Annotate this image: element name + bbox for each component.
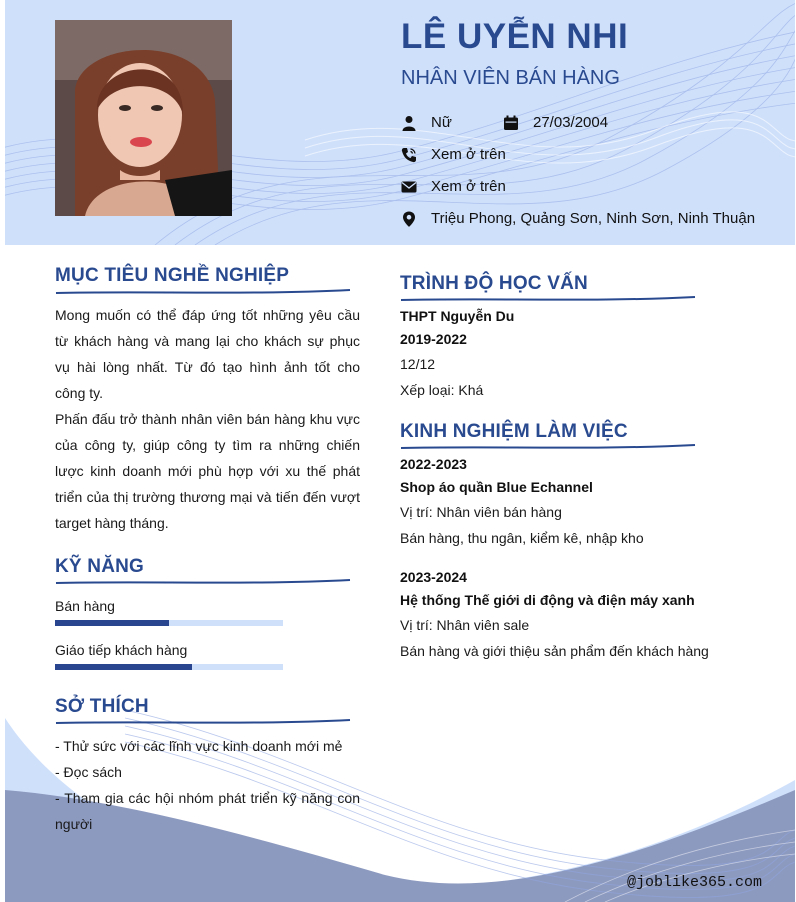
objective-paragraph-2: Phấn đấu trở thành nhân viên bán hàng khu vực của công ty, giúp công ty tìm ra những chiến lược kinh doanh mới phù hợp với xu thế phát triển của thị trường thương mại và tiến đến vượt target hàng tháng. — [55, 411, 360, 531]
hobby-item: - Đọc sách — [55, 764, 122, 780]
hobbies-title: SỞ THÍCH — [55, 696, 149, 717]
candidate-name: LÊ UYỄN NHI — [401, 17, 629, 56]
gender-value: Nữ — [431, 114, 452, 131]
education-rank: Xếp loại: Khá — [400, 382, 484, 398]
job-title: NHÂN VIÊN BÁN HÀNG — [401, 67, 620, 89]
education-title-underline — [400, 295, 696, 303]
address-row — [401, 209, 755, 229]
hobby-item: - Thử sức với các lĩnh vực kinh doanh mới mẻ — [55, 738, 343, 754]
birthdate-value: 27/03/2004 — [533, 114, 609, 131]
skill-bar — [55, 620, 283, 626]
objective-paragraph-1: Mong muốn có thể đáp ứng tốt những yêu cầu từ khách hàng và mang lại cho khách sự phục vụ hài lòng nhất. Từ đó tạo hình ảnh tốt cho công ty. — [55, 307, 360, 401]
site-watermark: @joblike365.com — [627, 874, 763, 891]
email-value: Xem ở trên — [431, 178, 506, 195]
education-title: TRÌNH ĐỘ HỌC VẤN — [400, 273, 588, 294]
experience-title-underline — [400, 443, 696, 451]
skills-title-underline — [55, 578, 351, 586]
education-school: THPT Nguyễn Du — [400, 308, 515, 324]
job-period: 2023-2024 — [400, 569, 467, 585]
objective-title: MỤC TIÊU NGHỀ NGHIỆP — [55, 265, 290, 286]
job-position: Vị trí: Nhân viên sale — [400, 617, 530, 633]
skill-label: Bán hàng — [55, 598, 115, 614]
education-years: 2019-2022 — [400, 331, 467, 347]
job-company: Shop áo quần Blue Echannel — [400, 479, 593, 495]
gender-row — [401, 113, 452, 133]
calendar-icon — [503, 115, 519, 131]
birthdate-row — [503, 113, 608, 133]
job-company: Hệ thống Thế giới di động và điện máy xanh — [400, 592, 695, 608]
location-pin-icon — [401, 211, 417, 227]
skill-label: Giáo tiếp khách hàng — [55, 642, 188, 658]
education-grade: 12/12 — [400, 356, 436, 372]
email-row — [401, 177, 506, 197]
skill-bar — [55, 664, 283, 670]
job-description: Bán hàng và giới thiệu sản phẩm đến khách hàng — [400, 643, 709, 659]
hobby-item: - Tham gia các hội nhóm phát triển kỹ năng con người — [55, 790, 360, 832]
hobbies-title-underline — [55, 718, 351, 726]
skill-bar-fill — [55, 664, 192, 670]
job-position: Vị trí: Nhân viên bán hàng — [400, 504, 562, 520]
cv-page — [5, 0, 795, 902]
job-period: 2022-2023 — [400, 456, 467, 472]
skill-bar-fill — [55, 620, 169, 626]
experience-title: KINH NGHIỆM LÀM VIỆC — [400, 421, 628, 442]
phone-row — [401, 145, 506, 165]
phone-value: Xem ở trên — [431, 146, 506, 163]
objective-title-underline — [55, 288, 351, 296]
person-icon — [401, 115, 417, 131]
header-band — [5, 0, 795, 245]
profile-photo — [55, 20, 232, 216]
phone-icon — [401, 147, 417, 163]
job-description: Bán hàng, thu ngân, kiểm kê, nhập kho — [400, 530, 644, 546]
envelope-icon — [401, 179, 417, 195]
skills-title: KỸ NĂNG — [55, 556, 145, 577]
portrait-illustration — [55, 20, 232, 216]
address-value: Triệu Phong, Quảng Sơn, Ninh Sơn, Ninh Thuận — [431, 210, 756, 227]
